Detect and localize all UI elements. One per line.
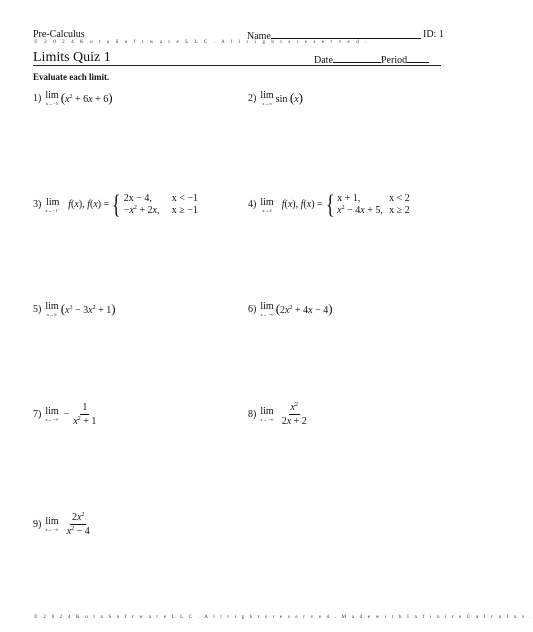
lim-operator: lim x→−1⁻ (45, 196, 61, 213)
lim-operator: lim x→−∞ (45, 406, 59, 422)
brace-symbol: { (112, 190, 121, 219)
lim-operator: lim x→−5 (45, 90, 59, 106)
lim-operator: lim x→2 (260, 196, 274, 213)
numerator: $x^2$ (290, 402, 298, 413)
name-label: Name (247, 31, 271, 42)
function-definition: f(x), f(x) = (68, 199, 110, 210)
case-expression: $-x^2 + 2x$, (123, 205, 160, 216)
negative-sign: − (63, 408, 70, 420)
period-label: Period (381, 55, 408, 66)
lim-operator: lim x→−∞ (260, 406, 274, 422)
problem-1 (33, 91, 113, 106)
case-condition: x < 2 (389, 193, 410, 204)
piecewise-cases (124, 193, 198, 217)
problem-3 (33, 192, 198, 218)
name-line (271, 29, 421, 39)
fraction (280, 402, 309, 427)
id-label: ID: 1 (423, 29, 444, 40)
period-line (407, 53, 429, 63)
problem-7 (33, 402, 98, 427)
case-condition: x < −1 (171, 193, 199, 204)
denominator: 2x + 2 (281, 416, 307, 427)
case-condition: x ≥ 2 (389, 205, 410, 216)
lim-operator: lim x→−∞ (260, 301, 274, 317)
problem-number: 7) (33, 408, 42, 420)
page-title: Limits Quiz 1 (33, 50, 111, 65)
problem-number: 8) (248, 408, 257, 420)
instructions: Evaluate each limit. (33, 72, 110, 82)
numerator: 1 (82, 402, 88, 413)
problem-number: 9) (33, 518, 42, 530)
lim-operator: lim x→π (260, 90, 274, 106)
problem-6 (248, 302, 333, 317)
limit-expression: sin (x) (275, 89, 303, 105)
piecewise-cases (337, 193, 410, 217)
problem-number: 3) (33, 199, 42, 210)
problem-4 (248, 192, 410, 218)
numerator: $2x^2$ (72, 512, 85, 523)
denominator: $x^2 + 1$ (73, 416, 97, 427)
copyright-notice: © 2 0 2 4 K u t a S o f t w a r e L L C . A l l r i g h t s r e s e r v e d . (34, 40, 369, 45)
problem-9 (33, 512, 92, 537)
lim-operator: lim x→∞ (45, 301, 59, 317)
limit-expression: $(x^3 - 3x^2 + 1)$ (60, 300, 116, 316)
case-expression: $x^2 - 4x + 5$, (337, 205, 383, 216)
problem-number: 1) (33, 92, 42, 104)
brace-symbol: { (325, 190, 335, 219)
fraction (65, 512, 92, 537)
header-divider (33, 65, 441, 66)
problem-number: 6) (248, 303, 257, 315)
case-expression: x + 1, (337, 193, 361, 204)
limit-expression: $(2x^2 + 4x - 4)$ (275, 300, 333, 316)
footer-copyright: © 2 0 2 4 K u t a S o f t w a r e L L C . A l l r i g h t s r e s e r v e d . M a d e w i t h I n f i n i t e C a l c u l u s . (34, 615, 533, 620)
case-condition: x ≥ −1 (171, 205, 198, 216)
lim-operator: lim x→−∞ (45, 516, 59, 532)
denominator: $x^2 - 4$ (66, 526, 90, 537)
function-definition: f(x), f(x) = (281, 199, 323, 210)
problem-number: 4) (248, 199, 257, 210)
problem-8 (248, 402, 309, 427)
limit-expression: $(x^2 + 6x + 6)$ (60, 89, 113, 105)
date-line (333, 53, 381, 63)
course-label: Pre-Calculus (33, 29, 85, 40)
fraction (71, 402, 98, 427)
problem-2 (248, 91, 303, 106)
problem-5 (33, 302, 116, 317)
problem-number: 2) (248, 92, 257, 104)
date-label: Date (314, 55, 333, 66)
case-expression: 2x − 4, (123, 193, 152, 204)
problem-number: 5) (33, 303, 42, 315)
